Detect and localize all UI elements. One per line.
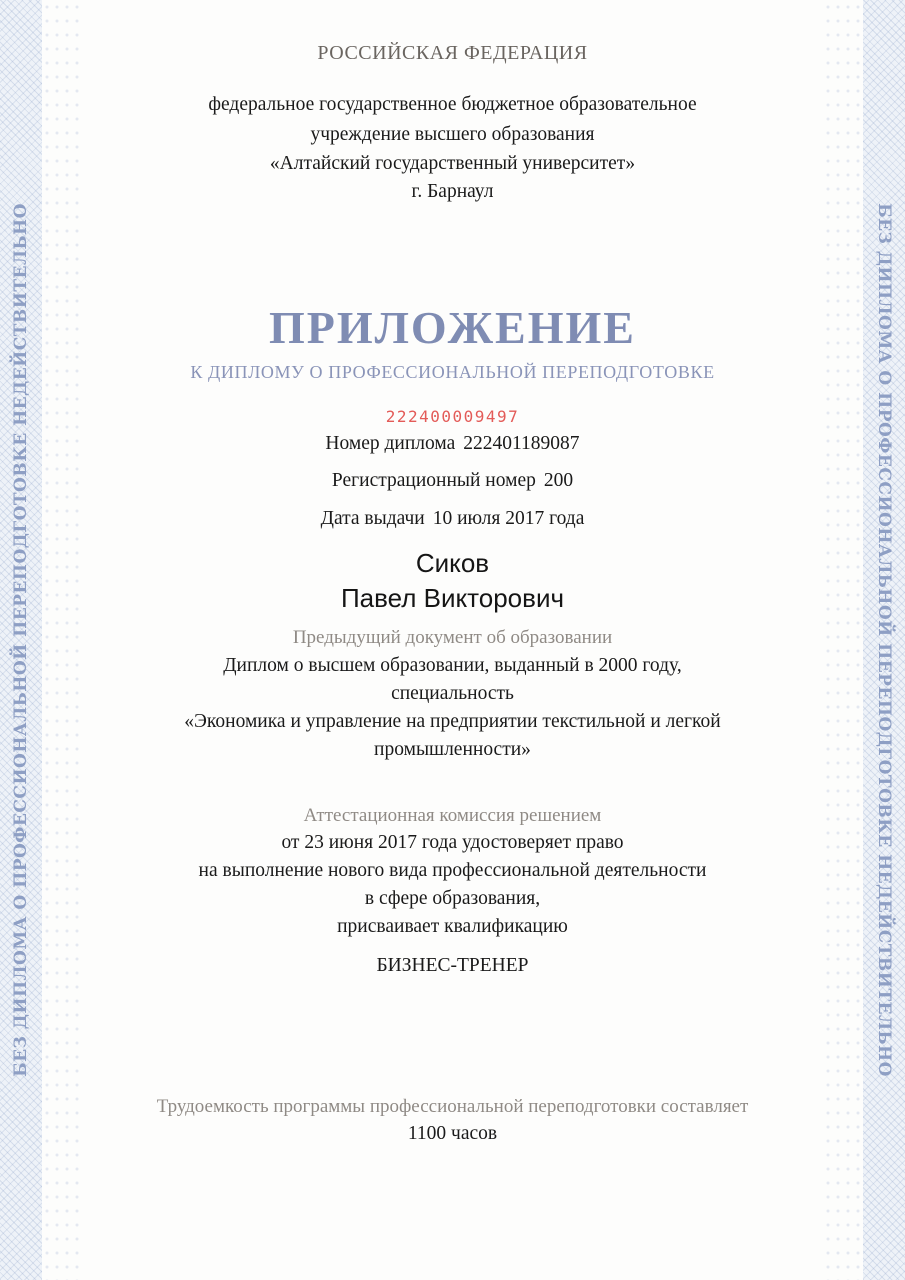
left-security-border <box>0 0 42 1280</box>
commission-label: Аттестационная комиссия решением <box>303 805 602 826</box>
commission-line-2: на выполнение нового вида профессиональной деятельности <box>198 860 707 881</box>
right-security-border <box>863 0 905 1280</box>
previous-document-line-3: «Экономика и управление на предприятии текстильной и легкой <box>184 711 721 732</box>
diploma-number-row <box>60 433 845 455</box>
diploma-number-value: 222401189087 <box>463 433 580 454</box>
commission-line-1: от 23 июня 2017 года удостоверяет право <box>281 832 624 853</box>
country-heading: РОССИЙСКАЯ ФЕДЕРАЦИЯ <box>317 42 588 64</box>
institution-line-1: федеральное государственное бюджетное образовательное <box>208 94 697 115</box>
registration-number-value: 200 <box>543 470 574 491</box>
serial-number: 222400009497 <box>385 407 520 426</box>
registration-number-row <box>60 470 845 492</box>
issue-date-value: 10 июля 2017 года <box>432 508 585 529</box>
registration-number-label: Регистрационный номер <box>331 470 536 491</box>
holder-given-names: Павел Викторович <box>340 583 565 613</box>
previous-document-label: Предыдущий документ об образовании <box>292 627 613 648</box>
commission-line-4: присваивает квалификацию <box>337 916 568 937</box>
previous-document-line-2: специальность <box>391 683 514 704</box>
commission-line-3: в сфере образования, <box>364 888 541 909</box>
issue-date-row <box>60 508 845 530</box>
institution-city: г. Барнаул <box>411 181 494 202</box>
qualification-title: БИЗНЕС-ТРЕНЕР <box>376 955 529 976</box>
diploma-number-label: Номер диплома <box>325 433 456 454</box>
workload-value: 1100 часов <box>407 1123 498 1144</box>
institution-line-2: учреждение высшего образования <box>310 124 595 145</box>
left-border-text: БЕЗ ДИПЛОМА О ПРОФЕССИОНАЛЬНОЙ ПЕРЕПОДГОТОВКЕ НЕДЕЙСТВИТЕЛЬНО <box>11 203 31 1077</box>
holder-surname: Сиков <box>415 548 490 578</box>
document-title: ПРИЛОЖЕНИЕ <box>269 302 636 353</box>
previous-document-line-1: Диплом о высшем образовании, выданный в 2000 году, <box>223 655 682 676</box>
right-border-text: БЕЗ ДИПЛОМА О ПРОФЕССИОНАЛЬНОЙ ПЕРЕПОДГОТОВКЕ НЕДЕЙСТВИТЕЛЬНО <box>874 203 894 1077</box>
workload-label: Трудоемкость программы профессиональной переподготовки составляет <box>156 1096 749 1117</box>
institution-line-3: «Алтайский государственный университет» <box>269 153 636 174</box>
previous-document-line-4: промышленности» <box>374 739 531 760</box>
document-subtitle: К ДИПЛОМУ О ПРОФЕССИОНАЛЬНОЙ ПЕРЕПОДГОТОВКЕ <box>190 362 715 382</box>
issue-date-label: Дата выдачи <box>320 508 425 529</box>
